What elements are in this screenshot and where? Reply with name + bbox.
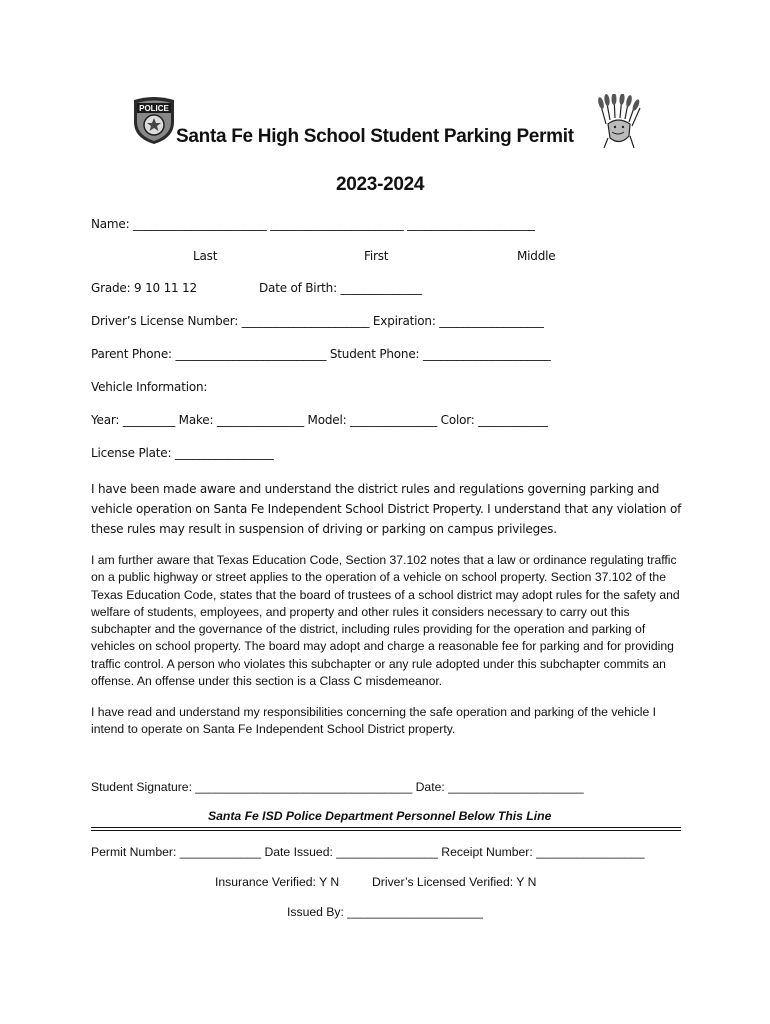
- insurance-verified[interactable]: Insurance Verified: Y N: [215, 875, 340, 889]
- license-field[interactable]: Driver’s License Number: ______________________ Expiration: __________________: [91, 314, 544, 328]
- divider-line: [91, 830, 681, 831]
- phone-fields[interactable]: Parent Phone: __________________________ Student Phone: ______________________: [91, 347, 551, 361]
- vehicle-info-heading: Vehicle Information:: [91, 380, 208, 394]
- vehicle-fields[interactable]: Year: _________ Make: _______________ Model: _______________ Color: ____________: [91, 413, 548, 427]
- divider-line: [91, 827, 681, 828]
- last-label: Last: [193, 249, 218, 263]
- school-year: 2023-2024: [336, 174, 425, 195]
- grade-field[interactable]: Grade: 9 10 11 12: [91, 281, 197, 295]
- responsibility-paragraph: I have read and understand my responsibilities concerning the safe operation and parking of the vehicle I intend to operate on Santa Fe Independent School District property.: [91, 705, 657, 737]
- issued-by-field[interactable]: Issued By: ____________________: [287, 905, 483, 919]
- license-verified[interactable]: Driver’s Licensed Verified: Y N: [372, 875, 537, 889]
- education-code-paragraph: I am further aware that Texas Education Code, Section 37.102 notes that a law or ordinance regulating traffic on a public highway or street applies to the operation of a vehicle on school property. Section 37.102 of the Texas Education Code, states that the board of trustees of a school district may adopt rules for the safety and welfare of students, employees, and property and other rules it considers necessary to carry out this subchapter and the governance of the district, including rules providing for the operation and parking of vehicles on school property. The board may adopt and charge a reasonable fee for parking and for providing traffic control. A person who violates this subchapter or any rule adopted under this subchapter commits an offense. An offense under this section is a Class C misdemeanor.: [91, 553, 680, 689]
- page-title: Santa Fe High School Student Parking Permit: [176, 126, 574, 147]
- plate-field[interactable]: License Plate: _________________: [91, 446, 274, 460]
- mascot-logo: [596, 94, 642, 148]
- name-field[interactable]: Name: _______________________ _______________________ ______________________: [91, 217, 535, 231]
- police-badge-logo: [128, 94, 180, 146]
- middle-label: Middle: [517, 249, 556, 263]
- dob-field[interactable]: Date of Birth: ______________: [259, 281, 422, 295]
- badge-label: POLICE: [139, 104, 169, 113]
- police-heading: Santa Fe ISD Police Department Personnel Below This Line: [208, 809, 552, 823]
- first-label: First: [364, 249, 389, 263]
- signature-field[interactable]: Student Signature: ________________________________ Date: ____________________: [91, 780, 584, 794]
- acknowledgement-paragraph: I have been made aware and understand the district rules and regulations governing parking and vehicle operation on Santa Fe Independent School District Property. I understand that any violation of these rules may result in suspension of driving or parking on campus privileges.: [91, 482, 682, 536]
- permit-fields[interactable]: Permit Number: ____________ Date Issued: _______________ Receipt Number: ________________: [91, 845, 645, 859]
